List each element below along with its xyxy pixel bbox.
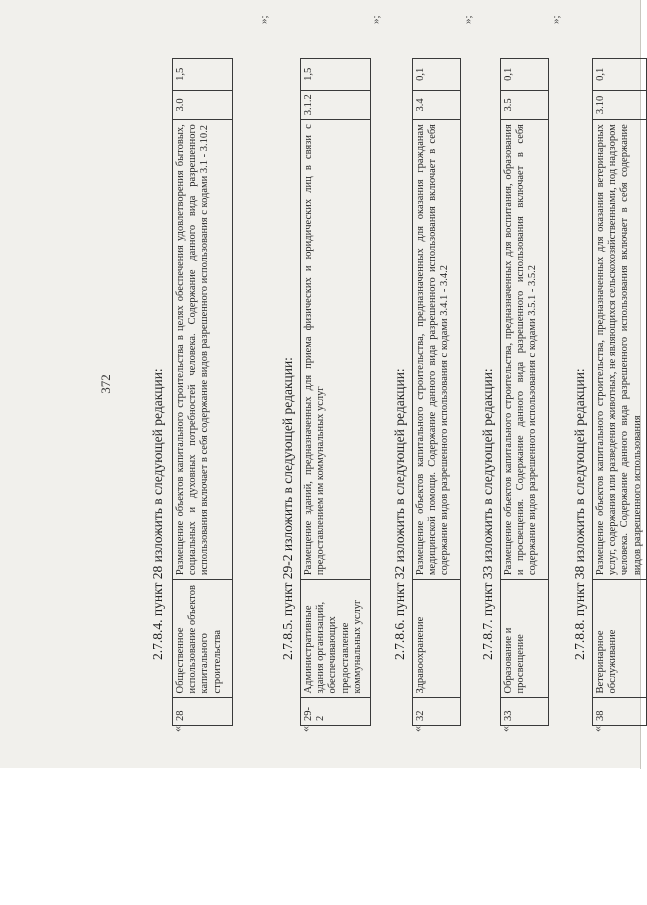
row-name: Административные здания организаций, обеспечивающих предоставление коммунальных услуг bbox=[301, 580, 371, 698]
close-quote: »; bbox=[258, 15, 270, 24]
row-value: 0,1 bbox=[413, 59, 461, 91]
row-number: 28 bbox=[173, 698, 233, 726]
section-heading: 2.7.8.4. пункт 28 изложить в следующей редакции: bbox=[150, 368, 165, 660]
row-code: 3.5 bbox=[501, 90, 549, 120]
table-row bbox=[413, 59, 461, 726]
page-number: 372 bbox=[98, 374, 113, 394]
open-quote: « bbox=[590, 726, 604, 732]
row-code: 3.1.2 bbox=[301, 90, 371, 120]
row-code: 3.4 bbox=[413, 90, 461, 120]
row-name: Общественное использование объектов капитального строительства bbox=[173, 580, 233, 698]
close-quote: »; bbox=[550, 15, 562, 24]
row-name: Образование и просвещение bbox=[501, 580, 549, 698]
section-heading: 2.7.8.8. пункт 38 изложить в следующей редакции: bbox=[572, 368, 587, 660]
row-value: 1,5 bbox=[173, 59, 233, 91]
open-quote: « bbox=[298, 726, 312, 732]
section-heading: 2.7.8.5. пункт 29-2 изложить в следующей редакции: bbox=[280, 357, 295, 660]
row-value: 1,5 bbox=[301, 59, 371, 91]
row-number: 38 bbox=[593, 698, 647, 726]
row-number: 29-2 bbox=[301, 698, 371, 726]
table-row bbox=[501, 59, 549, 726]
row-number: 32 bbox=[413, 698, 461, 726]
blank-margin bbox=[0, 768, 640, 905]
row-description: Размещение объектов капитального строительства, предназначенных для оказания ветеринарных услуг, содержания или разведения животных, не являющихся сельскохозяйственными, под надзором человека. Содержание данного вида разрешенного использования включает в себя содержание видов разрешенного использования bbox=[593, 120, 647, 580]
section-table bbox=[412, 58, 461, 726]
row-description: Размещение объектов капитального строительства в целях обеспечения удовлетворения бытовых, социальных и духовных потребностей человека. Содержание данного вида разрешенного использования включает в себя содержание видов разрешенного использования с кодами 3.1 - 3.10.2 bbox=[173, 120, 233, 580]
section-table bbox=[172, 58, 233, 726]
close-quote: »; bbox=[370, 15, 382, 24]
row-name: Здравоохранение bbox=[413, 580, 461, 698]
section-heading: 2.7.8.7. пункт 33 изложить в следующей редакции: bbox=[480, 368, 495, 660]
close-quote: »; bbox=[462, 15, 474, 24]
table-row bbox=[301, 59, 371, 726]
table-row bbox=[593, 59, 647, 726]
row-description: Размещение объектов капитального строительства, предназначенных для воспитания, образования и просвещения. Содержание данного вида разрешенного использования включает в себя содержание видов разрешенного использования с кодами 3.5.1 - 3.5.2 bbox=[501, 120, 549, 580]
section-table bbox=[500, 58, 549, 726]
row-value: 0,1 bbox=[593, 59, 647, 91]
section-table bbox=[300, 58, 371, 726]
open-quote: « bbox=[170, 726, 184, 732]
row-name: Ветеринарное обслуживание bbox=[593, 580, 647, 698]
row-description: Размещение зданий, предназначенных для приема физических и юридических лиц в связи с предоставлением им коммунальных услуг bbox=[301, 120, 371, 580]
table-row bbox=[173, 59, 233, 726]
section-table bbox=[592, 58, 647, 726]
section-heading: 2.7.8.6. пункт 32 изложить в следующей редакции: bbox=[392, 368, 407, 660]
row-code: 3.0 bbox=[173, 90, 233, 120]
row-code: 3.10 bbox=[593, 90, 647, 120]
row-value: 0,1 bbox=[501, 59, 549, 91]
open-quote: « bbox=[498, 726, 512, 732]
row-number: 33 bbox=[501, 698, 549, 726]
row-description: Размещение объектов капитального строительства, предназначенных для оказания гражданам медицинской помощи. Содержание данного вида разрешенного использования включает в себя содержание видов разрешенного использования с кодами 3.4.1 - 3.4.2 bbox=[413, 120, 461, 580]
open-quote: « bbox=[410, 726, 424, 732]
